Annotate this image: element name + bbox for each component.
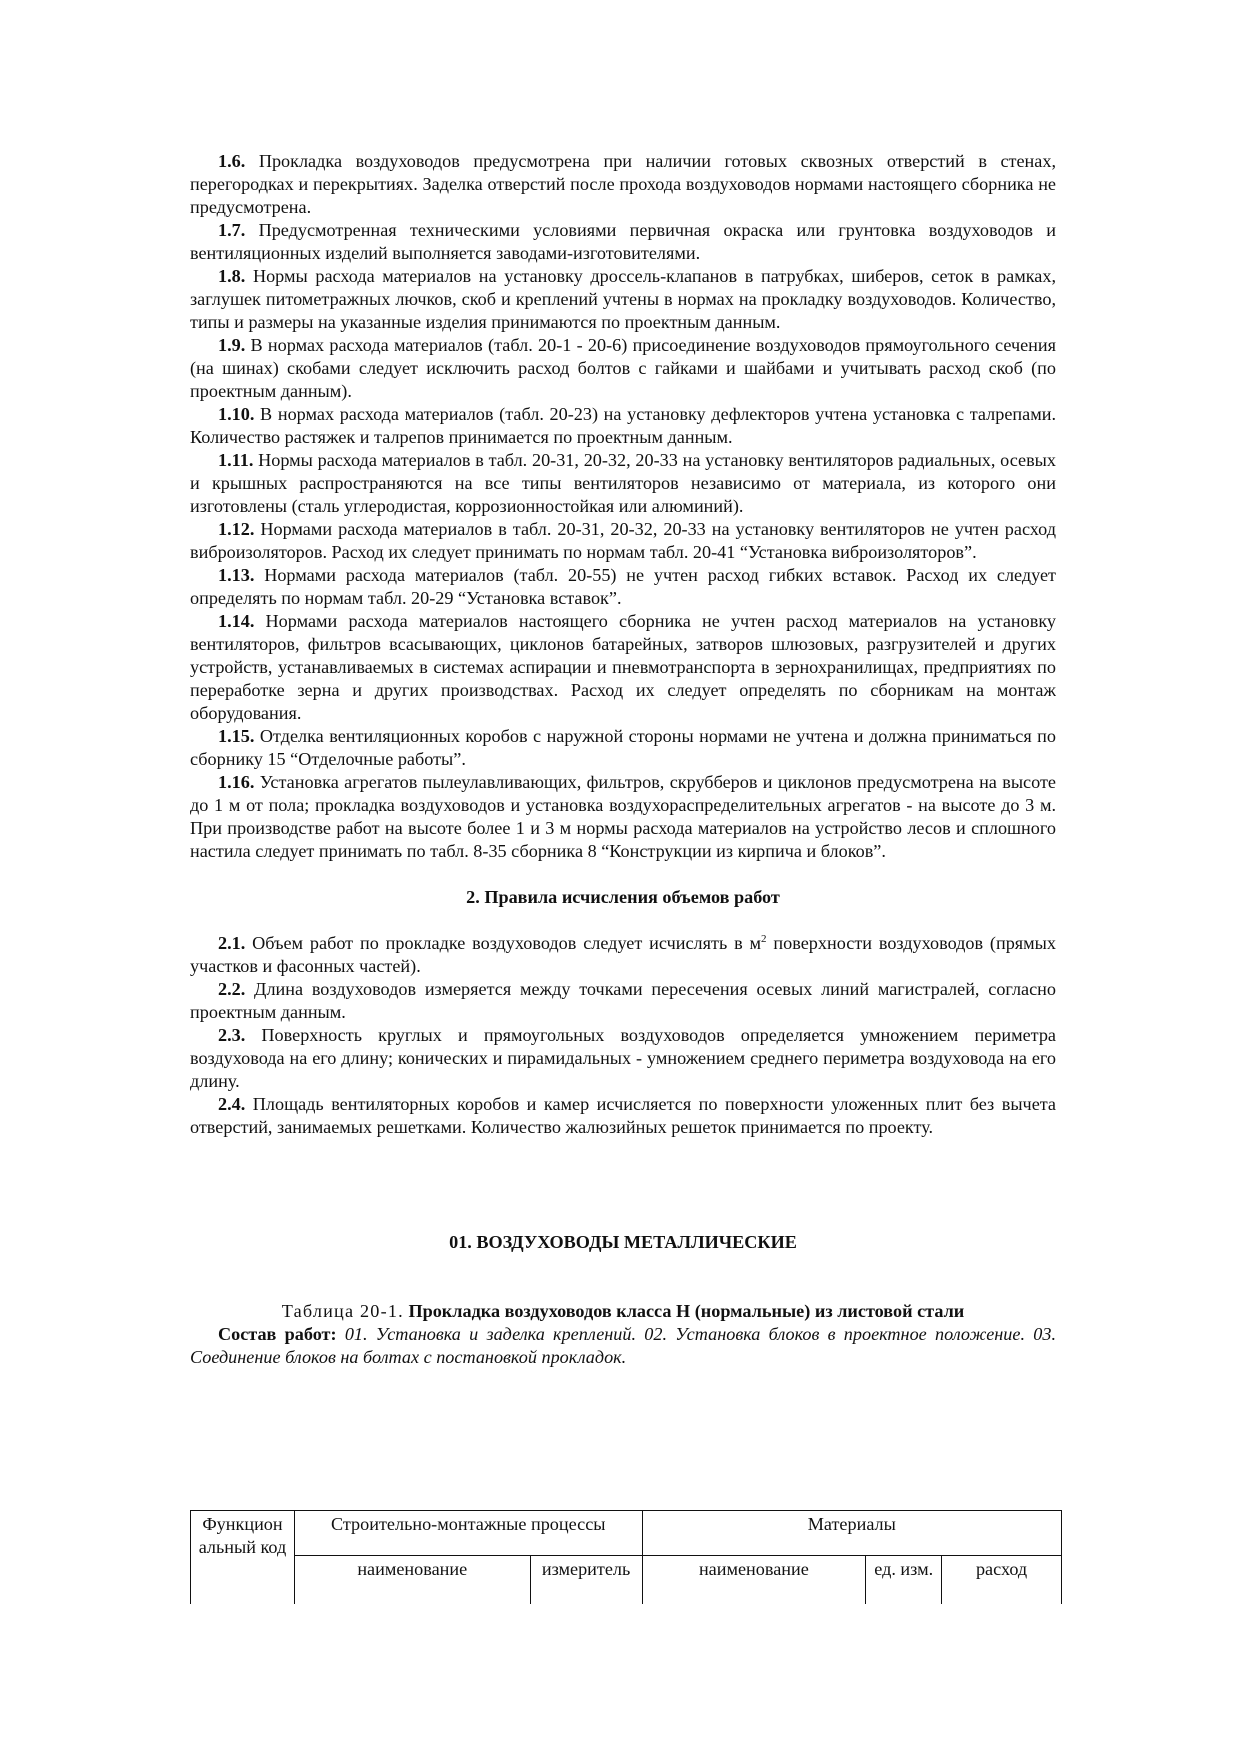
numbered-paragraph (190, 150, 1056, 219)
item-number: 1.15. (218, 726, 255, 746)
item-text: Длина воздуховодов измеряется между точками пересечения осевых линий магистралей, согласно проектным данным. (190, 979, 1056, 1022)
item-number: 2.1. (218, 933, 246, 953)
item-text: В нормах расхода материалов (табл. 20-1 - 20-6) присоединение воздуховодов прямоугольного сечения (на шинах) скобами следует исключить расход болтов с гайками и шайбами и учитывать расход скоб (по проектным данным). (190, 335, 1056, 401)
item-number: 1.8. (218, 266, 246, 286)
work-composition (190, 1323, 1056, 1369)
table-caption (190, 1300, 1056, 1323)
item-text: Прокладка воздуховодов предусмотрена при наличии готовых сквозных отверстий в стенах, перегородках и перекрытиях. Заделка отверстий после прохода воздуховодов нормами настоящего сборника не предусмотрена. (190, 151, 1056, 217)
section-3-title: 01. ВОЗДУХОВОДЫ МЕТАЛЛИЧЕСКИЕ (449, 1232, 797, 1252)
item-number: 2.4. (218, 1094, 246, 1114)
item-text: Установка агрегатов пылеулавливающих, фильтров, скрубберов и циклонов предусмотрена на высоте до 1 м от пола; прокладка воздуховодов и установка воздухораспределительных агрегатов - на высоте до 3 м. При производстве работ на высоте более 1 и 3 м нормы расхода материалов на устройство лесов и сплошного настила следует принимать по табл. 8-35 сборника 8 “Конструкции из кирпича и блоков”. (190, 772, 1056, 861)
item-number: 1.14. (218, 611, 255, 631)
numbered-paragraph (190, 518, 1056, 564)
table-header-row-2 (191, 1556, 1062, 1605)
section-2-items (190, 978, 1056, 1139)
header-functional-code: Функцион альный код (191, 1511, 295, 1605)
table-label: Таблица 20-1. (281, 1301, 404, 1321)
item-text: Площадь вентиляторных коробов и камер исчисляется по поверхности уложенных плит без вычета отверстий, занимаемых решетками. Количество жалюзийных решеток принимается по проекту. (190, 1094, 1057, 1137)
item-text: Объем работ по прокладке воздуховодов следует исчислять в м (252, 933, 762, 953)
numbered-paragraph (190, 449, 1056, 518)
table-title: Прокладка воздуховодов класса Н (нормальные) из листовой стали (408, 1301, 965, 1321)
numbered-paragraph (190, 219, 1056, 265)
item-number: 2.3. (218, 1025, 246, 1045)
item-text: В нормах расхода материалов (табл. 20-23) на установку дефлекторов учтена установка с талрепами. Количество растяжек и талрепов принимается по проектным данным. (190, 404, 1057, 447)
item-text: Нормами расхода материалов настоящего сборника не учтен расход материалов на установку вентиляторов, фильтров всасывающих, циклонов батарейных, затворов шлюзовых, разгрузителей и других устройств, устанавливаемых в системах аспирации и пневмотранспорта в зернохранилищах, предприятиях по переработке зерна и других производствах. Расход их следует определять по сборникам на монтаж оборудования. (190, 611, 1056, 723)
header-material-name: наименование (642, 1556, 866, 1605)
item-text: Поверхность круглых и прямоугольных воздуховодов определяется умножением периметра воздуховода на его длину; конических и пирамидальных - умножением среднего периметра воздуховода на его длину. (190, 1025, 1057, 1091)
header-materials-group: Материалы (642, 1511, 1061, 1556)
numbered-paragraph (190, 610, 1056, 725)
composition-label: Состав работ: (218, 1324, 337, 1344)
numbered-paragraph (190, 725, 1056, 771)
header-consumption: расход (942, 1556, 1062, 1605)
composition-text: 01. Установка и заделка креплений. 02. Установка блоков в проектное положение. 03. Соединение блоков на болтах с постановкой прокладок. (190, 1324, 1056, 1367)
item-text: поверхности воздуховодов (прямых участков и фасонных частей). (190, 933, 1056, 976)
item-number: 1.10. (218, 404, 255, 424)
numbered-paragraph (190, 334, 1056, 403)
header-process-name: наименование (294, 1556, 530, 1605)
header-unit: ед. изм. (866, 1556, 942, 1605)
section-2-title: 2. Правила исчисления объемов работ (466, 887, 780, 907)
item-text: Отделка вентиляционных коробов с наружной стороны нормами не учтена и должна приниматься по сборнику 15 “Отделочные работы”. (190, 726, 1057, 769)
table-header-row-1 (191, 1511, 1062, 1556)
numbered-paragraph (190, 771, 1056, 863)
header-meter: измеритель (530, 1556, 642, 1605)
item-number: 1.16. (218, 772, 255, 792)
item-text: Нормами расхода материалов (табл. 20-55) не учтен расход гибких вставок. Расход их следует определять по нормам табл. 20-29 “Установка вставок”. (190, 565, 1057, 608)
item-text: Нормами расхода материалов в табл. 20-31, 20-32, 20-33 на установку вентиляторов не учтен расход виброизоляторов. Расход их следует принимать по нормам табл. 20-41 “Установка виброизоляторов”. (190, 519, 1057, 562)
item-number: 1.7. (218, 220, 246, 240)
item-number: 1.13. (218, 565, 255, 585)
norms-table (190, 1510, 1062, 1604)
numbered-paragraph (190, 978, 1056, 1024)
numbered-paragraph (190, 1024, 1056, 1093)
item-number: 1.9. (218, 335, 246, 355)
item-text: Предусмотренная техническими условиями первичная окраска или грунтовка воздуховодов и вентиляционных изделий выполняется заводами-изготовителями. (190, 220, 1057, 263)
document-page (190, 150, 1056, 1369)
item-number: 1.6. (218, 151, 246, 171)
numbered-paragraph (190, 1093, 1056, 1139)
item-number: 1.11. (218, 450, 254, 470)
numbered-paragraph (190, 265, 1056, 334)
numbered-paragraph (190, 564, 1056, 610)
item-number: 1.12. (218, 519, 255, 539)
paragraph-2-1 (190, 932, 1056, 978)
item-text: Нормы расхода материалов на установку дроссель-клапанов в патрубках, шиберов, сеток в рамках, заглушек питометражных лючков, скоб и креплений учтены в нормах на прокладку воздуховодов. Количество, типы и размеры на указанные изделия принимаются по проектным данным. (190, 266, 1057, 332)
numbered-paragraph (190, 403, 1056, 449)
item-number: 2.2. (218, 979, 246, 999)
item-text: Нормы расхода материалов в табл. 20-31, 20-32, 20-33 на установку вентиляторов радиальных, осевых и крышных распространяются на все типы вентиляторов независимо от материала, из которого они изготовлены (сталь углеродистая, коррозионностойкая или алюминий). (190, 450, 1056, 516)
header-processes-group: Строительно-монтажные процессы (294, 1511, 642, 1556)
superscript: 2 (761, 932, 767, 945)
section-1-items (190, 150, 1056, 863)
